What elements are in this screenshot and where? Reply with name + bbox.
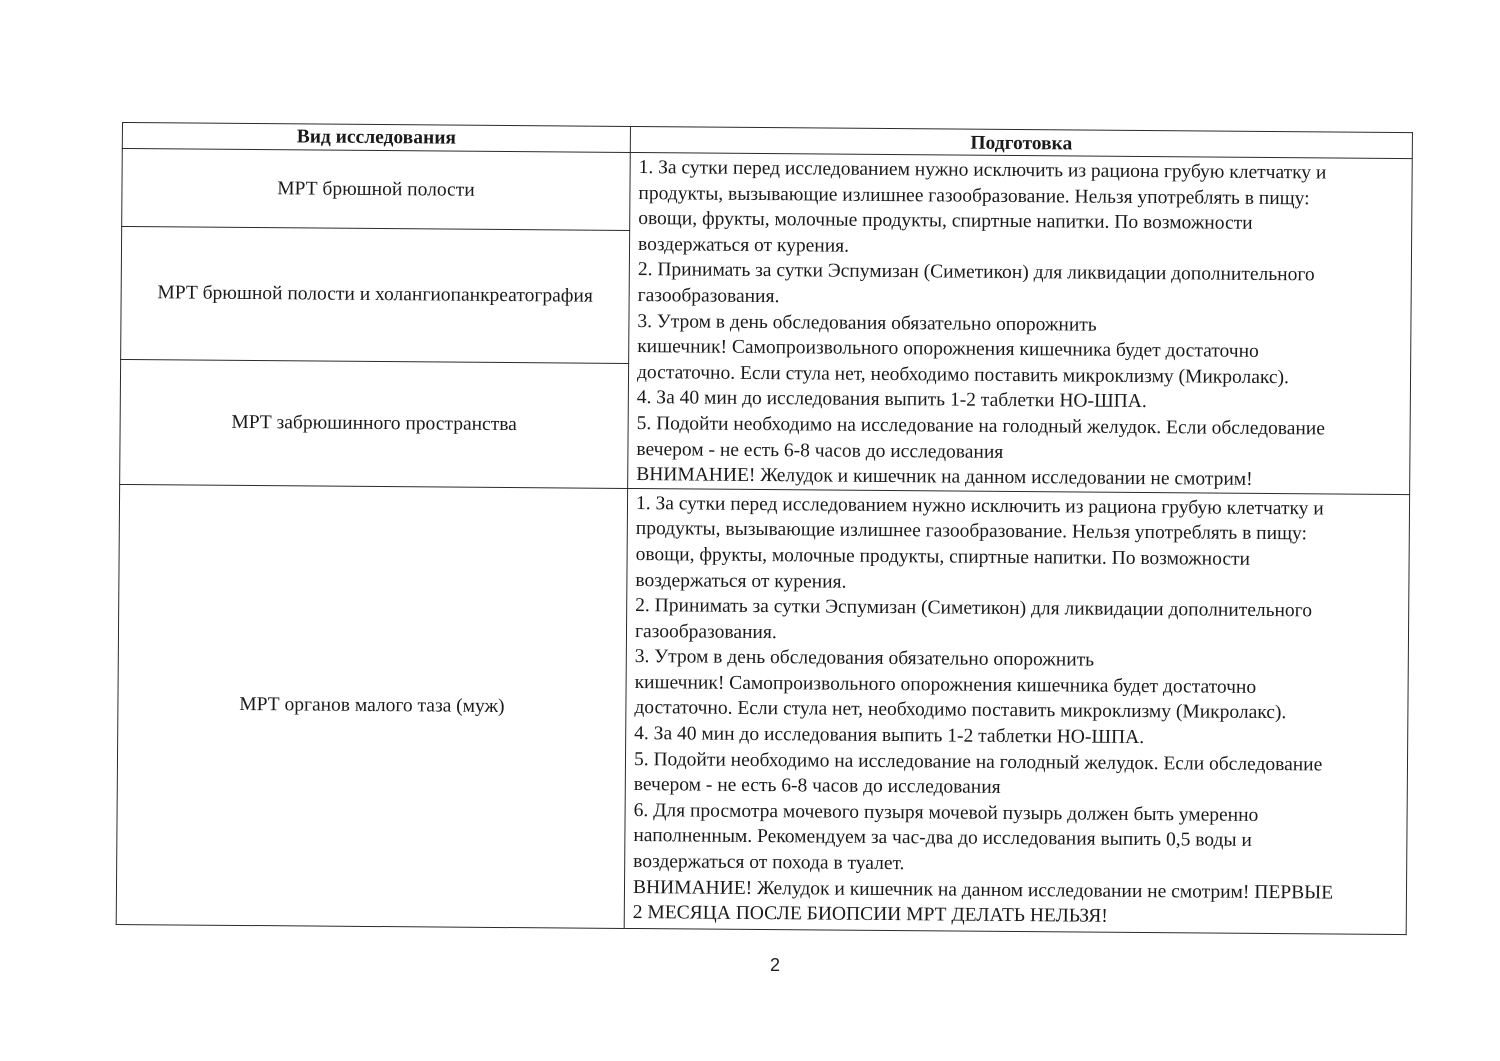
prep-line: 6. Для просмотра мочевого пузыря мочевой пузырь должен быть умеренно — [633, 799, 1259, 826]
prep-line: 1. За сутки перед исследованием нужно исключить из рациона грубую клетчатку и — [638, 157, 1327, 184]
header-preparation: Подготовка — [630, 126, 1412, 158]
header-exam-type: Вид исследования — [122, 123, 630, 153]
exam-abdominal-mri: МРТ брюшной полости — [122, 149, 631, 231]
prep-line: воздержаться от похода в туалет. — [633, 851, 905, 875]
prep-line: вечером - не есть 6-8 часов до исследования — [633, 774, 1001, 799]
prep-line: наполненным. Рекомендуем за час-два до исследования выпить 0,5 воды и — [633, 825, 1252, 852]
prep-line: достаточно. Если стула нет, необходимо поставить микроклизму (Микролакс). — [634, 697, 1287, 724]
exam-abdominal-mrcp: МРТ брюшной полости и холангиопанкреатография — [121, 227, 630, 364]
prep-line: кишечник! Самопроизвольного опорожнения кишечника будет достаточно — [634, 671, 1257, 698]
prep-line: овощи, фрукты, молочные продукты, спиртные напитки. По возможности — [638, 208, 1253, 235]
preparation-cell-abdominal — [628, 152, 1413, 494]
prep-warning-line: ВНИМАНИЕ! Желудок и кишечник на данном исследовании не смотрим! ПЕРВЫЕ — [632, 876, 1334, 904]
preparation-table — [116, 122, 1412, 935]
table-row — [122, 149, 1413, 238]
prep-line: продукты, вызывающие излишнее газообразование. Нельзя употреблять в пищу: — [635, 518, 1308, 545]
prep-line: 3. Утром в день обследования обязательно опорожнить — [637, 310, 1097, 336]
prep-warning-line: 2 МЕСЯЦА ПОСЛЕ БИОПСИИ МРТ ДЕЛАТЬ НЕЛЬЗЯ! — [632, 902, 1108, 927]
prep-line: газообразования. — [637, 285, 780, 308]
prep-line: достаточно. Если стула нет, необходимо поставить микроклизму (Микролакс). — [636, 361, 1290, 388]
prep-line: 1. За сутки перед исследованием нужно исключить из рациона грубую клетчатку и — [635, 492, 1324, 520]
prep-line: газообразования. — [634, 620, 777, 643]
prep-line: 2. Принимать за сутки Эспумизан (Симетикон) для ликвидации дополнительного — [635, 595, 1313, 622]
page-number: 2 — [769, 955, 780, 975]
prep-line: продукты, вызывающие излишнее газообразование. Нельзя употреблять в пищу: — [638, 182, 1310, 209]
prep-line: 5. Подойти необходимо на исследование на голодный желудок. Если обследование — [633, 748, 1323, 776]
prep-line: кишечник! Самопроизвольного опорожнения кишечника будет достаточно — [637, 336, 1259, 363]
prep-line: вечером - не есть 6-8 часов до исследования — [636, 438, 1004, 463]
prep-line: воздержаться от курения. — [635, 569, 847, 593]
exam-pelvic-mri-male: МРТ органов малого таза (муж) — [116, 484, 627, 928]
prep-line: 4. За 40 мин до исследования выпить 1-2 таблетки НО-ШПА. — [636, 387, 1147, 413]
prep-line: 2. Принимать за сутки Эспумизан (Симетикон) для ликвидации дополнительного — [637, 259, 1315, 286]
exam-retroperitoneal-mri: МРТ забрюшинного пространства — [120, 360, 629, 489]
prep-warning-line: ВНИМАНИЕ! Желудок и кишечник на данном исследовании не смотрим! — [636, 464, 1253, 491]
prep-line: 3. Утром в день обследования обязательно опорожнить — [634, 646, 1095, 671]
prep-line: 4. За 40 мин до исследования выпить 1-2 таблетки НО-ШПА. — [634, 723, 1145, 749]
prep-line: 5. Подойти необходимо на исследование на голодный желудок. Если обследование — [636, 412, 1326, 440]
prep-line: воздержаться от курения. — [637, 233, 850, 257]
table-row — [116, 484, 1409, 934]
prep-line: овощи, фрукты, молочные продукты, спиртные напитки. По возможности — [635, 543, 1251, 570]
preparation-cell-pelvic — [624, 488, 1409, 934]
